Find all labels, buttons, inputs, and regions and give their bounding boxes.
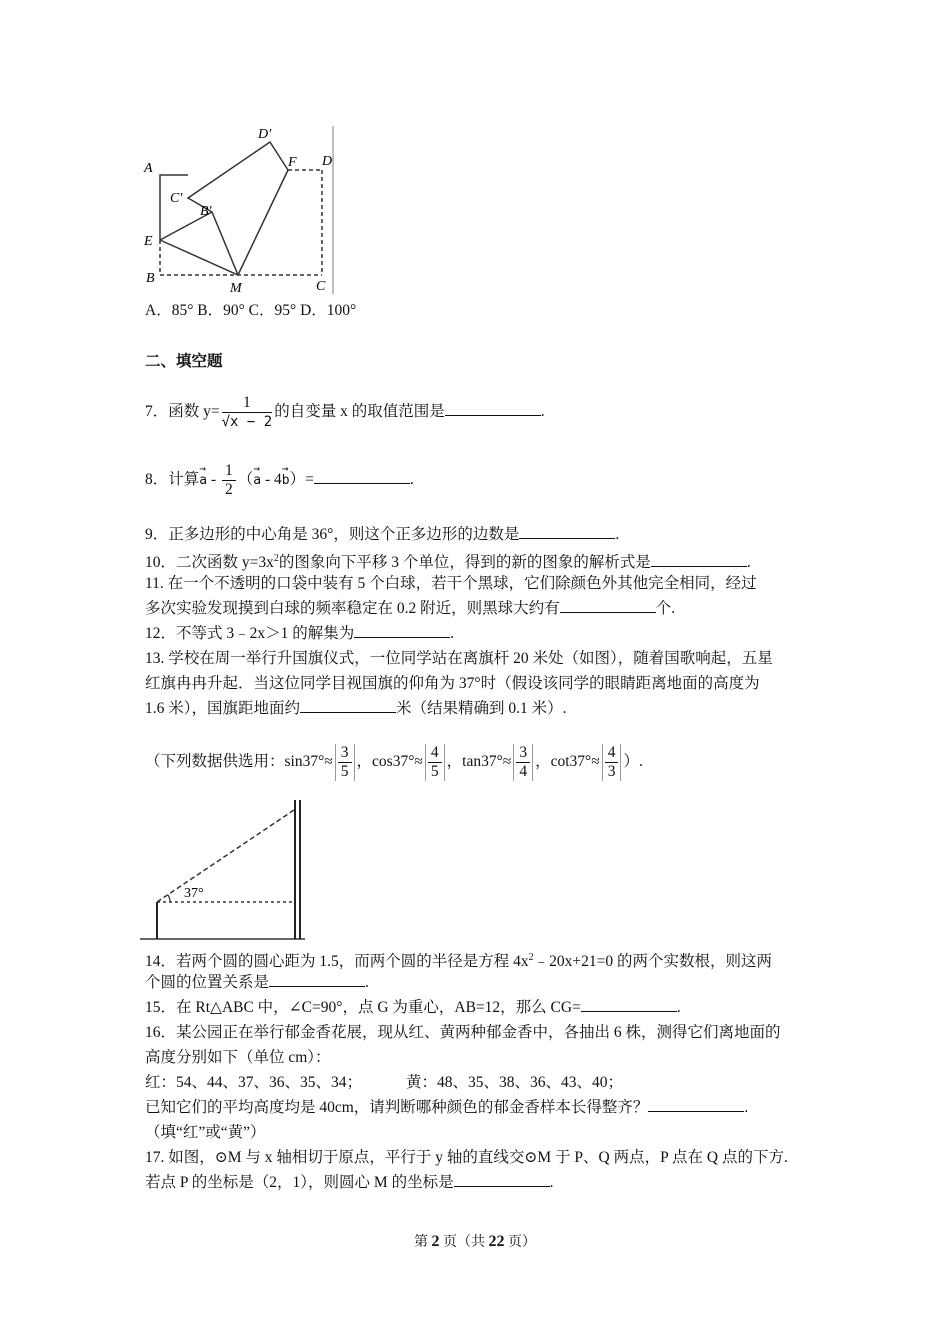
- q14-pre: 14．若两个圆的圆心距为 1.5，而两个圆的半径是方程 4x: [145, 953, 529, 971]
- q6-figure: [140, 120, 340, 300]
- page-footer: [0, 1231, 950, 1251]
- q16-line4-end: .: [744, 1099, 749, 1116]
- question-12: [145, 623, 454, 645]
- label-M: M: [230, 281, 242, 296]
- q8-half-num: 1: [222, 462, 236, 481]
- yellow-heights: 黄：48、35、38、36、43、40；: [406, 1074, 624, 1091]
- q9-end: .: [615, 526, 620, 543]
- cot-num: 4: [605, 744, 619, 763]
- q9-text: 9．正多边形的中心角是 36°，则这个正多边形的边数是: [145, 526, 520, 543]
- label-D: D: [322, 154, 333, 169]
- vector-a-2: → a: [253, 462, 262, 489]
- question-16-line-5: （填“红”或“黄”）: [145, 1124, 266, 1141]
- q7-post: 的自变量 x 的取值范围是: [274, 403, 445, 421]
- vector-a-1: → a: [199, 462, 208, 489]
- q8-a1: a: [199, 473, 208, 489]
- q14-sup: 2: [528, 952, 534, 963]
- cos-den: 5: [430, 763, 439, 780]
- label-B: B: [146, 271, 155, 286]
- tan-fraction: [513, 744, 533, 781]
- elevation-sightline: [157, 810, 294, 902]
- q14-answer-blank[interactable]: [269, 972, 365, 987]
- q7-pre: 7．函数 y=: [145, 403, 220, 421]
- q13-data-pre: （下列数据供选用：sin37°≈: [145, 753, 333, 771]
- sin-fraction: [335, 744, 355, 781]
- label-F: F: [288, 155, 297, 170]
- total-pages: 22: [488, 1233, 505, 1250]
- q12-text: 12．不等式 3﹣2x＞1 的解集为: [145, 625, 355, 642]
- q11-line2: 多次实验发现摸到白球的频率稳定在 0.2 附近，则黑球大约有: [145, 600, 560, 617]
- q10-post: 的图象向下平移 3 个单位，得到的新的图象的解析式是: [278, 554, 651, 572]
- q7-numerator: 1: [222, 394, 273, 413]
- tan-den: 4: [519, 763, 528, 780]
- section-title: 二、填空题: [145, 353, 223, 370]
- q8-pre: 8．计算: [145, 471, 200, 489]
- question-17-line-1: 17. 如图，⊙M 与 x 轴相切于原点，平行于 y 轴的直线交⊙M 于 P、Q 两点，P 点在 Q 点的下方.: [145, 1149, 788, 1166]
- q13-answer-blank[interactable]: [300, 698, 396, 713]
- q11-answer-blank[interactable]: [560, 598, 656, 613]
- q15-end: .: [676, 999, 681, 1016]
- q16-line4: 已知它们的平均高度均是 40cm，请判断哪种颜色的郁金香样本长得整齐？: [145, 1099, 649, 1116]
- q12-end: .: [450, 625, 455, 642]
- q15-text: 15．在 Rt△ABC 中，∠C=90°，点 G 为重心，AB=12，那么 CG=: [145, 999, 581, 1016]
- cos-pre: ，cos37°≈: [356, 753, 423, 771]
- question-13-line-3: [145, 698, 567, 720]
- vector-b: → b: [281, 462, 290, 489]
- q15-answer-blank[interactable]: [581, 997, 677, 1012]
- question-13-data: [145, 744, 643, 781]
- question-16-line-2: 高度分别如下（单位 cm）：: [145, 1049, 331, 1066]
- segment-ae: [160, 175, 188, 240]
- q7-fraction: [222, 394, 273, 431]
- label-A: A: [144, 161, 153, 176]
- q8-answer-blank[interactable]: [314, 469, 410, 484]
- question-16-line-1: 16．某公园正在举行郁金香花展，现从红、黄两种郁金香中，各抽出 6 株，测得它们离地面的: [145, 1024, 781, 1041]
- label-D-prime: D′: [258, 127, 272, 142]
- q10-answer-blank[interactable]: [651, 552, 747, 567]
- label-E: E: [144, 234, 153, 249]
- question-13-line-1: 13. 学校在周一举行升国旗仪式，一位同学站在离旗杆 20 米处（如图），随着国歌响起，五星: [145, 650, 773, 667]
- label-B-prime: B′: [200, 204, 212, 219]
- question-11-line-2: [145, 598, 675, 620]
- q8-mid2: - 4: [261, 471, 282, 489]
- question-7: [145, 394, 545, 431]
- q8-a2: a: [253, 473, 262, 489]
- cos-num: 4: [428, 744, 442, 763]
- cot-den: 3: [607, 763, 616, 780]
- question-14-line-1: [145, 947, 772, 973]
- cot-fraction: [602, 744, 622, 781]
- label-C-prime: C′: [170, 191, 183, 206]
- q17-answer-blank[interactable]: [454, 1172, 550, 1187]
- sin-num: 3: [338, 744, 352, 763]
- q17-line2: 若点 P 的坐标是（2，1），则圆心 M 的坐标是: [145, 1174, 454, 1191]
- footer-post: 页）: [504, 1235, 536, 1250]
- q17-end: .: [549, 1174, 554, 1191]
- q10-sup: 2: [273, 553, 279, 564]
- q7-denominator: √x − 2: [221, 414, 273, 430]
- q14-line2: 个圆的位置关系是: [145, 974, 270, 991]
- q8-mid: （: [237, 471, 254, 489]
- q14-end: .: [365, 974, 369, 991]
- q8-b: b: [281, 473, 290, 489]
- label-C: C: [316, 279, 326, 294]
- question-17-line-2: [145, 1172, 553, 1194]
- q8-post: ）=: [289, 471, 314, 489]
- q16-answer-blank[interactable]: [648, 1097, 744, 1112]
- question-15: [145, 997, 681, 1019]
- footer-pre: 第: [414, 1235, 432, 1250]
- cos-fraction: [425, 744, 445, 781]
- red-heights: 红：54、44、37、36、35、34；: [145, 1074, 363, 1091]
- q13-flagpole-figure: [140, 798, 310, 943]
- question-16-data: [145, 1072, 623, 1094]
- q13-line3: 1.6 米），国旗距地面约: [145, 700, 301, 717]
- q14-post: ﹣20x+21=0 的两个实数根，则这两: [533, 953, 772, 971]
- page-number: 2: [431, 1233, 440, 1250]
- question-8: [145, 462, 414, 499]
- question-10: [145, 548, 751, 574]
- q10-pre: 10．二次函数 y=3x: [145, 554, 274, 572]
- q7-answer-blank[interactable]: [445, 401, 541, 416]
- q13-data-end: ）.: [623, 753, 643, 771]
- question-16-line-4: [145, 1097, 748, 1119]
- tan-pre: ，tan37°≈: [446, 753, 512, 771]
- folded-quadrilateral: [160, 142, 288, 275]
- angle-arc: [168, 895, 170, 902]
- q8-end: .: [409, 471, 414, 489]
- tan-num: 3: [516, 744, 530, 763]
- q8-minus: -: [207, 471, 221, 489]
- q9-answer-blank[interactable]: [519, 524, 615, 539]
- question-14-line-2: [145, 972, 369, 994]
- q7-end: .: [540, 403, 545, 421]
- q6-options: A．85° B．90° C．95° D．100°: [145, 302, 357, 319]
- sin-den: 5: [340, 763, 349, 780]
- question-13-line-2: 红旗冉冉升起．当这位同学目视国旗的仰角为 37°时（假设该同学的眼睛距离地面的高度为: [145, 675, 760, 692]
- cot-pre: ，cot37°≈: [535, 753, 600, 771]
- q11-end: 个.: [655, 600, 676, 617]
- question-9: [145, 524, 619, 546]
- angle-label: 37°: [184, 886, 204, 901]
- footer-mid: 页（共: [439, 1235, 489, 1250]
- q8-half-den: 2: [225, 481, 233, 498]
- q10-end: .: [746, 554, 751, 572]
- q8-half: [222, 462, 236, 499]
- q12-answer-blank[interactable]: [354, 623, 450, 638]
- question-11-line-1: 11. 在一个不透明的口袋中装有 5 个白球，若干个黑球，它们除颜色外其他完全相同，经过: [145, 575, 757, 592]
- q13-line3-end: 米（结果精确到 0.1 米）.: [396, 700, 567, 717]
